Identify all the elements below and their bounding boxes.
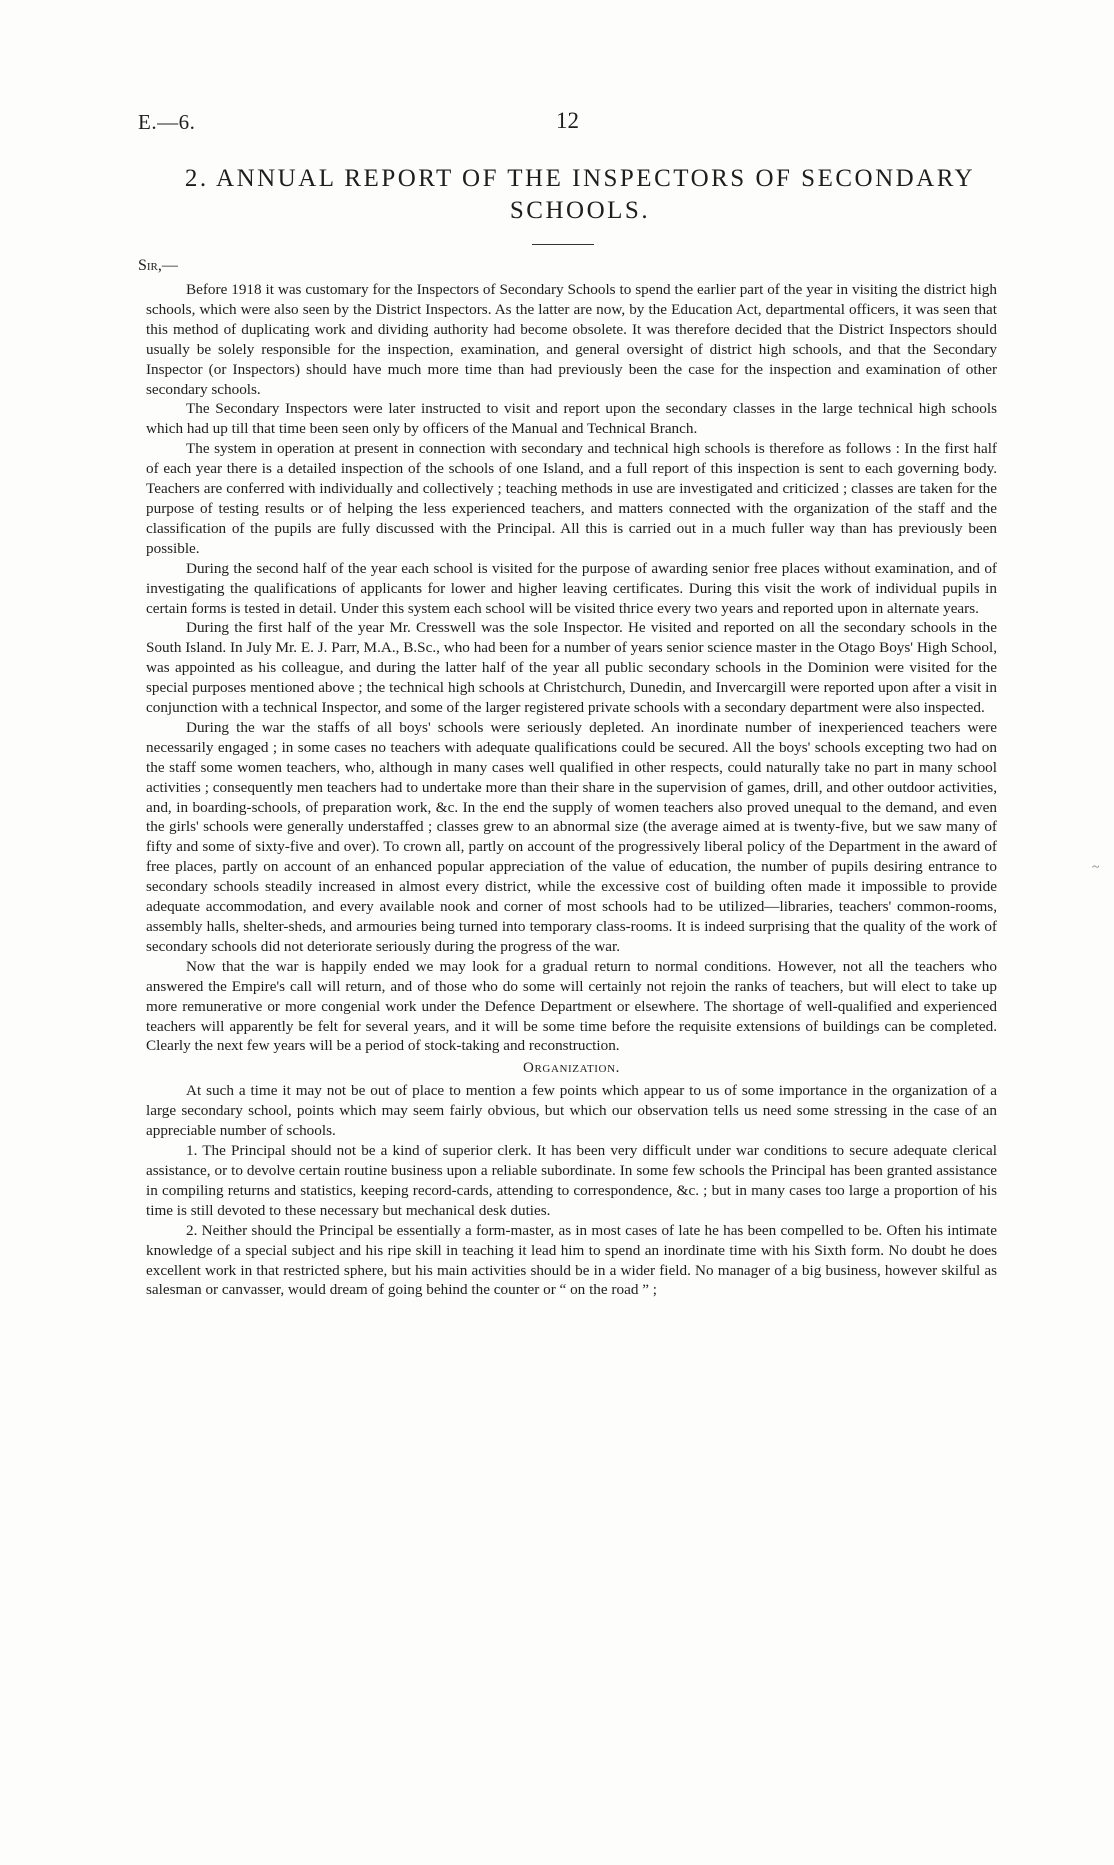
paragraph: During the second half of the year each school is visited for the purpose of awarding senior free places without examination, and of investigating the qualifications of applicants for lower and higher leaving certificates. During this visit the work of individual pupils in certain forms is tested in detail. Under this system each school will be visited thrice every two years and reported upon in alternate years. [146, 559, 997, 617]
document-reference: E.—6. [138, 110, 196, 134]
report-title: 2. ANNUAL REPORT OF THE INSPECTORS OF SECONDARY SCHOOLS. [184, 165, 976, 224]
report-body [146, 280, 997, 1300]
paragraph: At such a time it may not be out of place to mention a few points which appear to us of some importance in the organization of a large secondary school, points which may seem fairly obvious, but which our observation tells us need some stressing in the case of an appreciable number of schools. [146, 1082, 997, 1140]
section-heading-organization: Organization. [523, 1060, 620, 1077]
paragraph: 1. The Principal should not be a kind of superior clerk. It has been very difficult under war conditions to secure adequate clerical assistance, or to devolve certain routine business upon a reliable subordinate. In some few schools the Principal has been granted assistance in compiling returns and statistics, keeping record-cards, attending to correspondence, &c. ; but in many cases too large a proportion of his time is still devoted to these necessary but mechanical desk duties. [146, 1142, 997, 1219]
page-number: 12 [556, 108, 579, 133]
paragraph: Now that the war is happily ended we may look for a gradual return to normal conditions. However, not all the teachers who answered the Empire's call will return, and of those who do some will certainly not rejoin the ranks of teachers, but will elect to take up more remunerative or more congenial work under the Defence Department or elsewhere. The shortage of well-qualified and experienced teachers will apparently be felt for several years, and it will be some time before the requisite extensions of buildings can be completed. Clearly the next few years will be a period of stock-taking and reconstruction. [146, 957, 997, 1055]
salutation: Sir,— [138, 257, 178, 274]
paragraph: During the first half of the year Mr. Cresswell was the sole Inspector. He visited and reported on all the secondary schools in the South Island. In July Mr. E. J. Parr, M.A., B.Sc., who had been for a number of years senior science master in the Otago Boys' High School, was appointed as his colleague, and during the latter half of the year all public secondary schools in the Dominion were visited for the special purposes mentioned above ; the technical high schools at Christchurch, Dunedin, and Invercargill were reported upon after a visit in conjunction with a technical Inspector, and some of the larger registered private schools with a secondary department were also inspected. [146, 619, 997, 717]
paragraph: The system in operation at present in connection with secondary and technical high schools is therefore as follows : In the first half of each year there is a detailed inspection of the schools of one Island, and a full report of this inspection is sent to each governing body. Teachers are conferred with individually and collectively ; teaching methods in use are investigated and criticized ; classes are taken for the purpose of testing results or of helping the less experienced teachers, and matters connected with the organization of the staff and the classification of the pupils are fully discussed with the Principal. All this is carried out in a much fuller way than has previously been possible. [146, 440, 997, 557]
margin-mark: ~ [1092, 860, 1100, 875]
paragraph: 2. Neither should the Principal be essentially a form-master, as in most cases of late he has been compelled to be. Often his intimate knowledge of a special subject and his ripe skill in teaching it lead him to spend an inordinate time with his Sixth form. No doubt he does excellent work in that restricted sphere, but his main activities should be in a wider field. No manager of a big business, however skilful as salesman or canvasser, would dream of going behind the counter or “ on the road ” ; [146, 1221, 997, 1299]
paragraph: Before 1918 it was customary for the Inspectors of Secondary Schools to spend the earlier part of the year in visiting the district high schools, which were also seen by the District Inspectors. As the latter are now, by the Education Act, departmental officers, it was seen that this method of duplicating work and dividing authority had become obsolete. It was therefore decided that the District Inspectors should usually be solely responsible for the inspection, examination, and general oversight of district high schools, and that the Secondary Inspector (or Inspectors) should have much more time than had previously been the case for the inspection and examination of other secondary schools. [146, 281, 997, 398]
paragraph: During the war the staffs of all boys' schools were seriously depleted. An inordinate number of inexperienced teachers were necessarily engaged ; in some cases no teachers with adequate qualifications could be secured. All the boys' schools excepting two had on the staff some women teachers, who, although in many cases well qualified in other respects, could naturally take no part in many school activities ; consequently men teachers had to undertake more than their share in the supervision of games, drill, and other outdoor activities, and, in boarding-schools, of preparation work, &c. In the end the supply of women teachers also proved unequal to the demand, and even the girls' schools were generally understaffed ; classes grew to an abnormal size (the average aimed at is twenty-five, but we saw many of fifty and some of sixty-five and over). To crown all, partly on account of the progressively liberal policy of the Department in the award of free places, partly on account of an enhanced popular appreciation of the value of education, the number of pupils desiring entrance to secondary schools steadily increased in almost every district, while the excessive cost of building often made it impossible to provide adequate accommodation, and every available nook and corner of most schools had to be utilized—libraries, teachers' common-rooms, assembly halls, shelter-sheds, and armouries being turned into temporary class-rooms. It is indeed surprising that the quality of the work of secondary schools did not deteriorate seriously during the progress of the war. [146, 718, 997, 955]
paragraph: The Secondary Inspectors were later instructed to visit and report upon the secondary classes in the large technical high schools which had up till that time been seen only by officers of the Manual and Technical Branch. [146, 400, 997, 438]
title-divider [532, 244, 594, 245]
